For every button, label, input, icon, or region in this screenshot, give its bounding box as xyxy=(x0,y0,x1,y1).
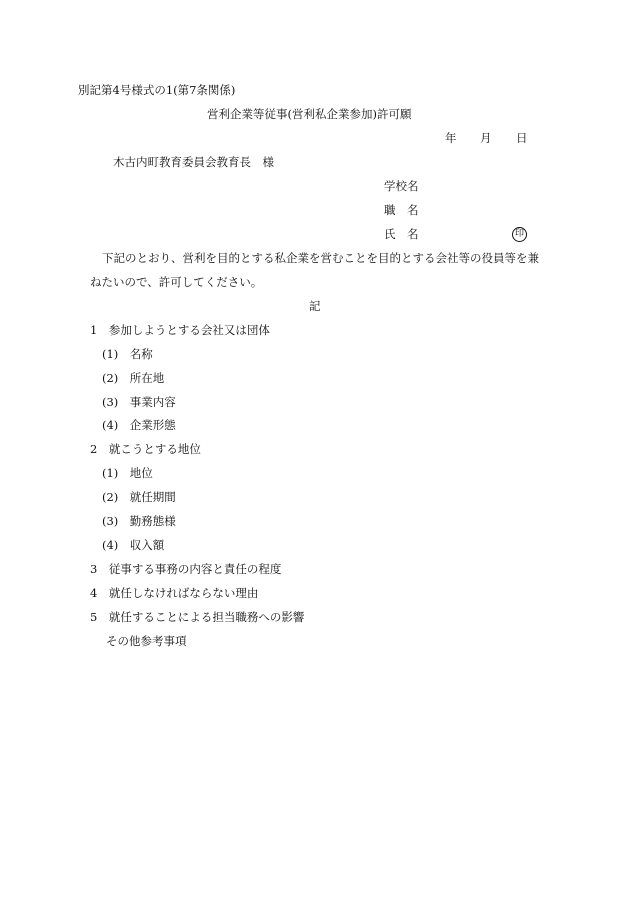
section-2-item-3: (3) 勤務態様 xyxy=(102,514,176,528)
applicant-name-label: 氏 名 xyxy=(384,227,419,241)
section-5-heading: 5 就任することによる担当職務への影響 xyxy=(90,610,305,624)
date-year-label: 年 xyxy=(445,131,457,145)
section-1-item-2: (2) 所在地 xyxy=(102,371,165,385)
request-text-line-1: 下記のとおり、営利を目的とする私企業を営むことを目的とする会社等の役員等を兼 xyxy=(102,251,539,265)
section-1-item-4: (4) 企業形態 xyxy=(102,418,176,432)
section-2-heading: 2 就こうとする地位 xyxy=(90,442,201,456)
section-3-heading: 3 従事する事務の内容と責任の程度 xyxy=(90,562,282,576)
school-name-label: 学校名 xyxy=(384,179,419,193)
ki-heading: 記 xyxy=(309,299,321,313)
date-day-label: 日 xyxy=(516,131,528,145)
section-2-item-2: (2) 就任期間 xyxy=(102,490,176,504)
section-1-item-1: (1) 名称 xyxy=(102,347,153,361)
section-4-heading: 4 就任しなければならない理由 xyxy=(90,586,259,600)
section-1-heading: 1 参加しようとする会社又は団体 xyxy=(90,323,270,337)
date-month-label: 月 xyxy=(480,131,492,145)
request-text-line-2: ねたいので、許可してください。 xyxy=(90,275,263,289)
position-label: 職 名 xyxy=(384,203,419,217)
seal-icon: 印 xyxy=(512,227,527,242)
form-reference: 別記第4号様式の1(第7条関係) xyxy=(78,83,236,97)
document-title: 営利企業等従事(営利私企業参加)許可願 xyxy=(207,107,412,121)
other-reference-heading: その他参考事項 xyxy=(106,634,187,648)
addressee: 木古内町教育委員会教育長 様 xyxy=(113,155,274,169)
section-2-item-4: (4) 収入額 xyxy=(102,538,165,552)
section-1-item-3: (3) 事業内容 xyxy=(102,395,176,409)
section-2-item-1: (1) 地位 xyxy=(102,466,153,480)
